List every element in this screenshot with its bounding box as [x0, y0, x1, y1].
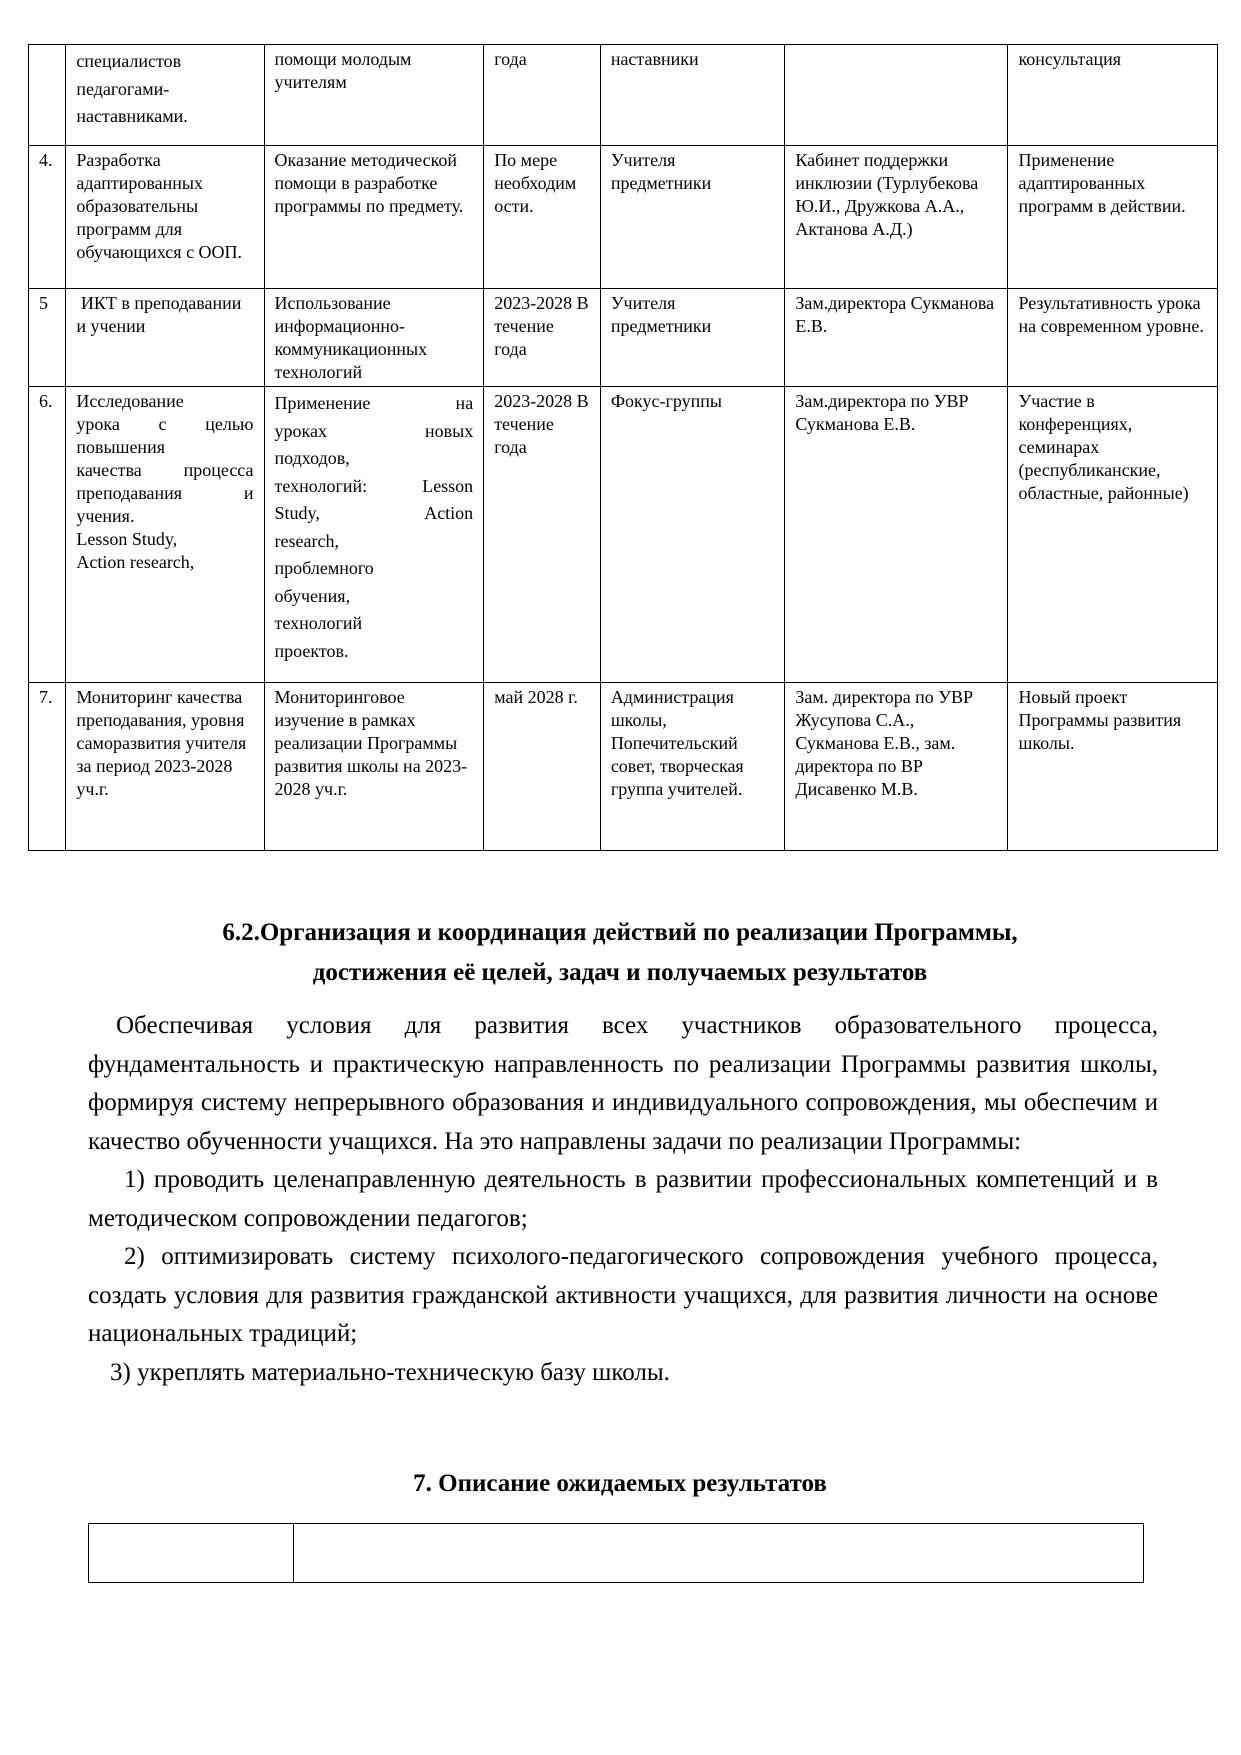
cell-num: 7. — [29, 683, 66, 851]
section-6-2-title-line1: 6.2.Организация и координация действий по реализации Программы, — [222, 919, 1018, 946]
cell-responsible: Кабинет поддержки инклюзии (Турлубекова Ю.И., Дружкова А.А., Актанова А.Д.) — [785, 146, 1008, 289]
cell-num — [29, 45, 66, 146]
cell-result: Применение адаптированных программ в действии. — [1008, 146, 1218, 289]
cell-responsible: Зам.директора по УВР Сукманова Е.В. — [785, 387, 1008, 683]
intro-paragraph: Обеспечивая условия для развития всех участников образовательного процесса, фундаментальность и практическую направленность по реализации Программы развития школы, формируя систему непрерывного образования и индивидуального сопровождения, мы обеспечим и качество обученности учащихся. На это направлены задачи по реализации Программы: — [88, 1012, 1158, 1155]
cell-line: Применение на — [274, 393, 474, 413]
cell-line: уроках новых — [274, 420, 474, 441]
cell-responsible: Зам.директора Сукманова Е.В. — [785, 289, 1008, 387]
cell-responsible: Зам. директора по УВР Жусупова С.А., Сукманова Е.В., зам. директора по ВР Дисавенко М.В. — [785, 683, 1008, 851]
cell-line: research, — [274, 530, 339, 551]
cell-timing: По мере необходим ости. — [484, 146, 601, 289]
cell-line: технологий — [274, 613, 363, 633]
table-row — [29, 387, 1218, 683]
cell-line: Study, Action — [274, 503, 474, 523]
task-item-1: 1) проводить целенаправленную деятельность в развитии профессиональных компетенций и в методическом сопровождении педагогов; — [88, 1166, 1158, 1232]
expected-results-table — [88, 1523, 1144, 1583]
table-row — [89, 1524, 1144, 1583]
cell-activity — [66, 387, 264, 683]
cell-activity: ИКТ в преподавании и учении — [66, 289, 264, 387]
cell-line: Исследование — [76, 391, 184, 411]
cell-line: проблемного — [274, 558, 374, 578]
cell-content — [264, 387, 484, 683]
cell-participants: Учителя предметники — [600, 289, 785, 387]
cell-participants: наставники — [600, 45, 785, 146]
cell-result: Результативность урока на современном уровне. — [1008, 289, 1218, 387]
cell-content: Мониторинговое изучение в рамках реализации Программы развития школы на 2023-2028 уч.г. — [264, 683, 484, 851]
cell-line: повышения — [76, 437, 165, 457]
section-6-2-body — [88, 1007, 1158, 1392]
action-plan-table — [28, 44, 1218, 851]
cell-activity: Мониторинг качества преподавания, уровня саморазвития учителя за период 2023-2028 уч.г. — [66, 683, 264, 851]
cell-participants: Фокус-группы — [600, 387, 785, 683]
cell-num: 5 — [29, 289, 66, 387]
task-item-3: 3) укреплять материально-техническую базу школы. — [110, 1358, 670, 1386]
results-cell-right — [294, 1524, 1144, 1583]
cell-line: качества процесса — [76, 460, 254, 480]
results-cell-left — [89, 1524, 294, 1583]
cell-participants: Учителя предметники — [600, 146, 785, 289]
table-row — [29, 45, 1218, 146]
table-row — [29, 146, 1218, 289]
cell-content: Использование информационно-коммуникационных технологий — [264, 289, 484, 387]
cell-content: Оказание методической помощи в разработке программы по предмету. — [264, 146, 484, 289]
section-6-2-title-line2: достижения её целей, задач и получаемых результатов — [312, 959, 928, 986]
cell-line: технологий: Lesson — [274, 475, 474, 496]
cell-line: обучения, — [274, 585, 351, 606]
cell-result: Участие в конференциях, семинарах (республиканские, областные, районные) — [1008, 387, 1218, 683]
table-row — [29, 289, 1218, 387]
cell-line: Action research, — [76, 552, 195, 572]
cell-line: учения. — [76, 506, 135, 526]
cell-line: преподавания и — [76, 483, 254, 503]
task-item-2: 2) оптимизировать систему психолого-педагогического сопровождения учебного процесса, создать условия для развития гражданской активности учащихся, для развития личности на основе национальных традиций; — [88, 1243, 1158, 1347]
cell-line: подходов, — [274, 448, 350, 468]
cell-timing: 2023-2028 В течение года — [484, 289, 601, 387]
cell-result: Новый проект Программы развития школы. — [1008, 683, 1218, 851]
cell-line: Lesson Study, — [76, 529, 178, 549]
cell-timing: года — [484, 45, 601, 146]
cell-result: консультация — [1008, 45, 1218, 146]
cell-line: проектов. — [274, 640, 349, 661]
cell-timing: 2023-2028 В течение года — [484, 387, 601, 683]
cell-num: 6. — [29, 387, 66, 683]
table-row — [29, 683, 1218, 851]
section-6-2-title — [80, 913, 1160, 993]
cell-content: помощи молодым учителям — [264, 45, 484, 146]
cell-num: 4. — [29, 146, 66, 289]
section-7-title: 7. Описание ожидаемых результатов — [413, 1470, 827, 1497]
cell-activity: специалистов педагогами-наставниками. — [66, 45, 264, 146]
cell-timing: май 2028 г. — [484, 683, 601, 851]
cell-line: урока с целью — [76, 414, 254, 434]
cell-responsible — [785, 45, 1008, 146]
cell-activity: Разработка адаптированных образовательны программ для обучающихся с ООП. — [66, 146, 264, 289]
cell-participants: Администрация школы, Попечительский совет, творческая группа учителей. — [600, 683, 785, 851]
